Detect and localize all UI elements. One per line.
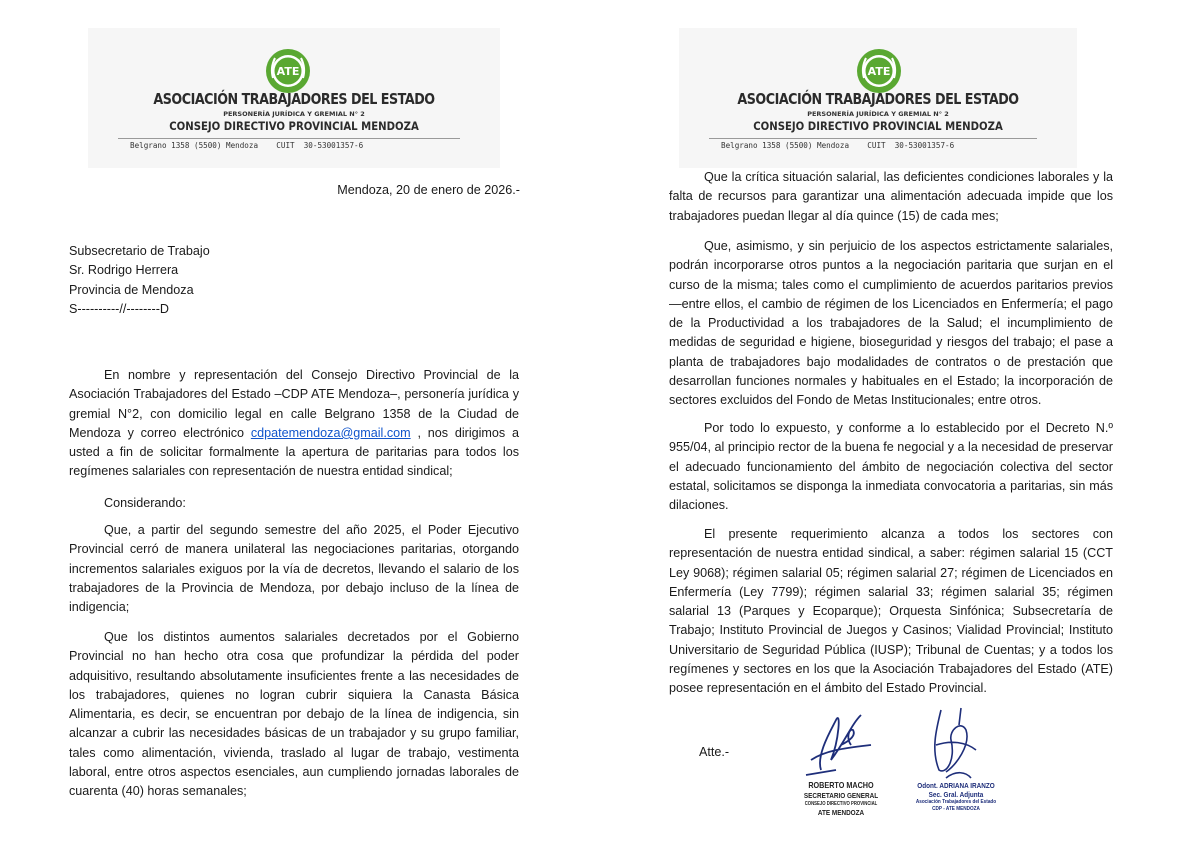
- letterhead-address: Belgrano 1358 (5500) Mendoza CUIT 30-53001357-6: [130, 141, 364, 150]
- signer-role: Sec. Gral. Adjunta: [928, 790, 984, 799]
- letterhead-subtitle: PERSONERÍA JURÍDICA Y GREMIAL N° 2: [223, 110, 365, 118]
- letterhead: [679, 28, 1077, 168]
- letterhead-council: CONSEJO DIRECTIVO PROVINCIAL MENDOZA: [169, 119, 419, 133]
- letterhead-divider: [709, 138, 1037, 139]
- recipient-line: Subsecretario de Trabajo: [69, 244, 210, 258]
- signer-role: SECRETARIO GENERAL: [803, 791, 879, 800]
- intro-paragraph: [69, 366, 519, 482]
- considerando-heading: Considerando:: [104, 496, 186, 510]
- recipient-block: [69, 242, 210, 319]
- letter-page-2: [591, 0, 1181, 846]
- signer-name: ROBERTO MACHO: [808, 780, 874, 790]
- signer-place: ATE MENDOZA: [817, 808, 865, 817]
- signer-org: Asociación Trabajadores del Estado: [915, 799, 997, 805]
- ate-logo-icon: [265, 48, 311, 94]
- letter-page-1: [0, 0, 590, 846]
- letterhead-address: Belgrano 1358 (5500) Mendoza CUIT 30-53001357-6: [721, 141, 955, 150]
- intro-text-end: , nos dirigimos a usted a fin de solicitar formalmente la apertura de paritarias para todos los regímenes salariales con representación de nuestra entidad sindical;: [69, 425, 519, 479]
- letterhead: [88, 28, 500, 168]
- signature-roberto-macho: [791, 700, 891, 840]
- svg-text:ATE: ATE: [867, 65, 891, 78]
- ate-logo-icon: [856, 48, 902, 94]
- paragraph: Por todo lo expuesto, y conforme a lo establecido por el Decreto N.º 955/04, al principio rector de la buena fe negocial y a la necesidad de preservar el adecuado funcionamiento del ámbito de negociación colectiva del sector estatal, solicitamos se disponga la inmediata convocatoria a paritarias, sin más dilaciones.: [669, 421, 1113, 513]
- paragraph: Que los distintos aumentos salariales decretados por el Gobierno Provincial no han hecho otra cosa que profundizar la pérdida del poder adquisitivo, resultando absolutamente insuficientes frente a las necesidades de los trabajadores, quienes no logran cubrir siquiera la Canasta Básica Alimentaria, es decir, se encuentran por debajo de la línea de indigencia, sin alcanzar a cubrir las necesidades básicas de un trabajador y su grupo familiar, tales como alimentación, vivienda, traslado al lugar de trabajo, vestimenta laboral, entre otros aspectos esenciales, aun cumpliendo jornadas laborales de cuarenta (40) horas semanales;: [69, 630, 519, 799]
- signer-org: CONSEJO DIRECTIVO PROVINCIAL: [804, 801, 878, 807]
- paragraph: Que, a partir del segundo semestre del año 2025, el Poder Ejecutivo Provincial cerró de manera unilateral las negociaciones paritarias, otorgando incrementos salariales exiguos por la vía de decretos, llevando el salario de los trabajadores de la Provincia de Mendoza, por debajo incluso de la línea de indigencia;: [69, 523, 519, 615]
- signature-adriana-iranzo: [901, 700, 1011, 840]
- closing-atte: Atte.-: [699, 745, 730, 759]
- letter-date: Mendoza, 20 de enero de 2026.-: [337, 183, 520, 197]
- letterhead-council: CONSEJO DIRECTIVO PROVINCIAL MENDOZA: [753, 119, 1003, 133]
- recipient-line: Sr. Rodrigo Herrera: [69, 263, 179, 278]
- letterhead-subtitle: PERSONERÍA JURÍDICA Y GREMIAL N° 2: [807, 110, 949, 118]
- signer-name: Odont. ADRIANA IRANZO: [917, 781, 995, 790]
- letterhead-title: ASOCIACIÓN TRABAJADORES DEL ESTADO: [737, 90, 1019, 108]
- svg-text:ATE: ATE: [276, 65, 300, 78]
- handwritten-signature-icon: [901, 700, 1011, 782]
- intro-text: En nombre y representación del Consejo Directivo Provincial de la Asociación Trabajadores del Estado –CDP ATE Mendoza–, personería jurídica y gremial N°2, con domicilio legal en calle Belgrano 1358 de la Ciudad de Mendoza y correo electrónico: [69, 368, 519, 440]
- signer-place: CDP - ATE MENDOZA: [932, 806, 980, 812]
- letterhead-title: ASOCIACIÓN TRABAJADORES DEL ESTADO: [153, 90, 435, 108]
- paragraph: El presente requerimiento alcanza a todos los sectores con representación de nuestra entidad sindical, a saber: régimen salarial 15 (CCT Ley 9068); régimen salarial 05; régimen salarial 27; régimen de Licenciados en Enfermería (Ley 7799); régimen salarial 33; régimen salarial 35; régimen salarial 13 (Parques y Ecoparque); Orquesta Sinfónica; Subsecretaría de Trabajo; Instituto Provincial de Juegos y Casinos; Vialidad Provincial; Instituto Universitario de Seguridad Pública (IUSP); Tribunal de Cuentas; y a todos los regímenes y sectores en los que la Asociación Trabajadores del Estado (ATE) posee representación en el ámbito del Estado Provincial.: [669, 527, 1113, 696]
- paragraph: Que, asimismo, y sin perjuicio de los aspectos estrictamente salariales, podrán incorporarse otros puntos a la negociación paritaria que surjan en el curso de la misma; tales como el cumplimiento de acuerdos paritarios previos —entre ellos, el cambio de régimen de los Licenciados en Enfermería; el pago de la Productividad a los trabajadores de la Salud; el incumplimiento de medidas de seguridad e higiene, bioseguridad y riesgos del trabajo; el pase a planta de trabajadores bajo modalidades de contratos o de prestación que desarrollan funciones normales y habituales en el Estado; la incorporación de sectores excluidos del Fondo de Metas Institucionales; entre otros.: [669, 239, 1113, 408]
- letterhead-divider: [118, 138, 460, 139]
- recipient-line: Provincia de Mendoza: [69, 282, 194, 297]
- email-link[interactable]: cdpatemendoza@gmail.com: [250, 425, 411, 440]
- recipient-line: S----------//--------D: [69, 301, 169, 316]
- handwritten-signature-icon: [791, 700, 891, 780]
- paragraph: Que la crítica situación salarial, las deficientes condiciones laborales y la falta de recursos para garantizar una alimentación adecuada impide que los trabajadores puedan llegar al día quince (15) de cada mes;: [669, 170, 1113, 223]
